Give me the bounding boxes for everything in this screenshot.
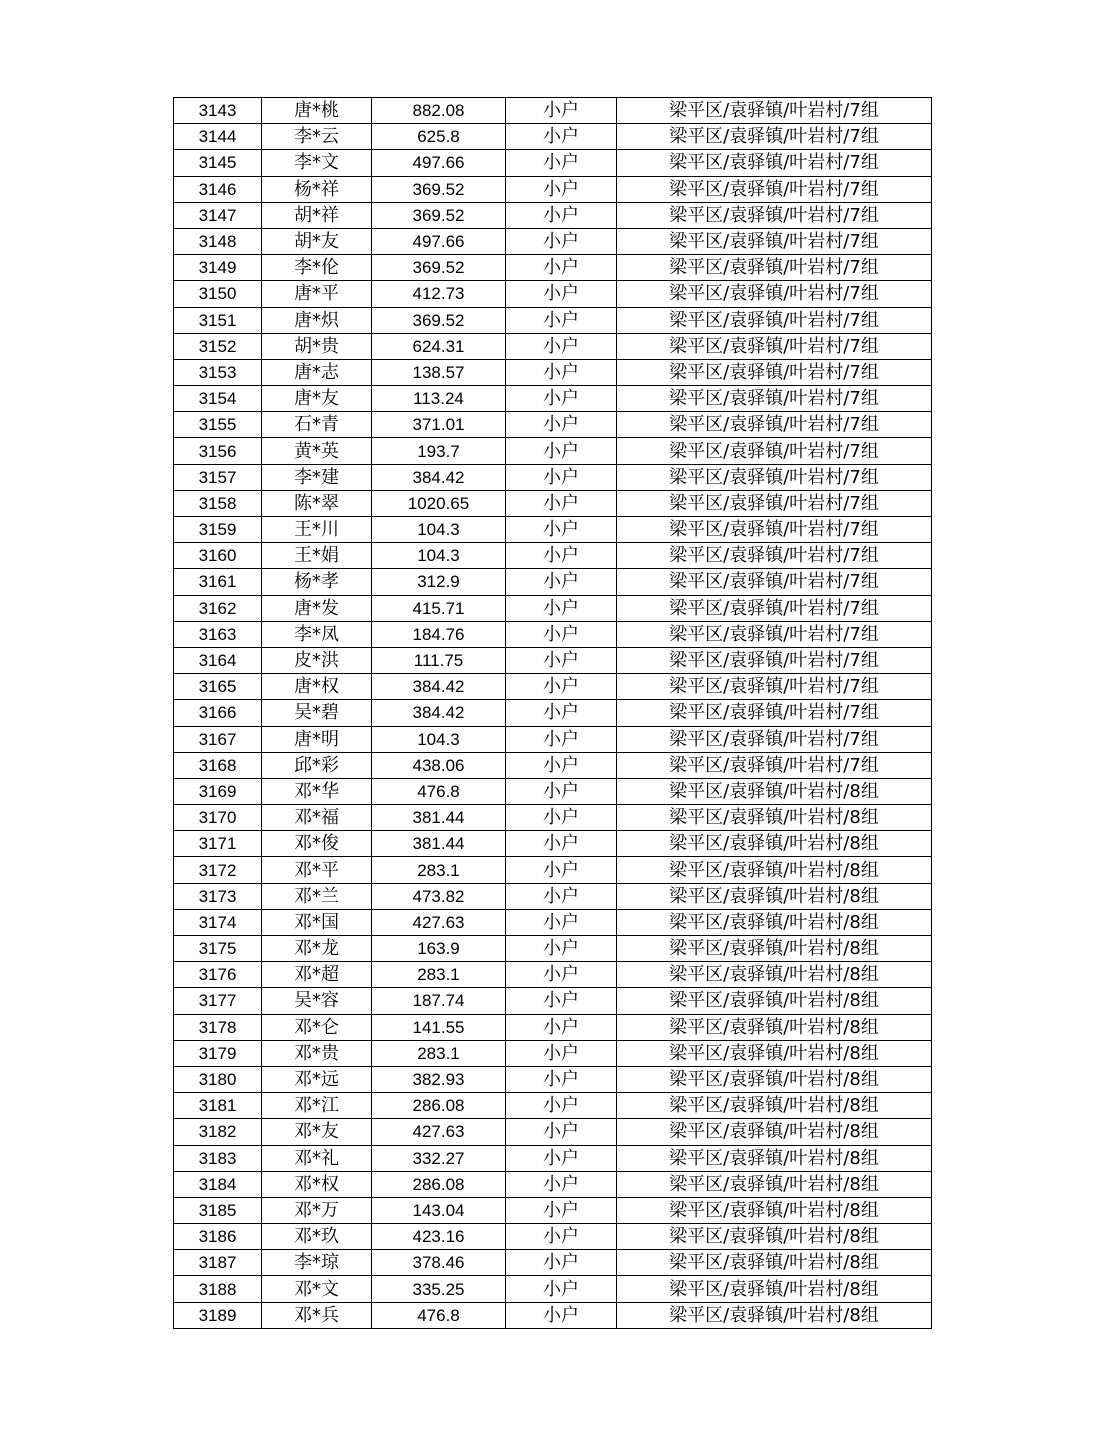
- row-id-cell: 3162: [174, 595, 262, 621]
- row-address-cell: 梁平区/袁驿镇/叶岩村/8组: [617, 1302, 932, 1328]
- row-amount-cell: 283.1: [372, 962, 506, 988]
- row-amount-cell: 163.9: [372, 936, 506, 962]
- row-id-cell: 3171: [174, 831, 262, 857]
- row-type-cell: 小户: [506, 674, 617, 700]
- table-row: [174, 359, 932, 385]
- row-type-cell: 小户: [506, 1119, 617, 1145]
- row-amount-cell: 381.44: [372, 831, 506, 857]
- table-row: [174, 1119, 932, 1145]
- row-id-cell: 3180: [174, 1066, 262, 1092]
- row-name-cell: 邓*平: [262, 857, 372, 883]
- row-name-cell: 邓*权: [262, 1171, 372, 1197]
- row-type-cell: 小户: [506, 464, 617, 490]
- row-name-cell: 吴*碧: [262, 700, 372, 726]
- row-amount-cell: 104.3: [372, 517, 506, 543]
- row-address-cell: 梁平区/袁驿镇/叶岩村/8组: [617, 1014, 932, 1040]
- row-id-cell: 3148: [174, 228, 262, 254]
- row-name-cell: 李*凤: [262, 621, 372, 647]
- row-type-cell: 小户: [506, 98, 617, 124]
- row-address-cell: 梁平区/袁驿镇/叶岩村/8组: [617, 778, 932, 804]
- row-type-cell: 小户: [506, 1197, 617, 1223]
- row-type-cell: 小户: [506, 543, 617, 569]
- table-row: [174, 988, 932, 1014]
- row-name-cell: 邓*玖: [262, 1224, 372, 1250]
- row-address-cell: 梁平区/袁驿镇/叶岩村/8组: [617, 1119, 932, 1145]
- row-type-cell: 小户: [506, 490, 617, 516]
- table-row: [174, 962, 932, 988]
- row-name-cell: 邓*远: [262, 1066, 372, 1092]
- row-id-cell: 3187: [174, 1250, 262, 1276]
- row-type-cell: 小户: [506, 1066, 617, 1092]
- table-row: [174, 176, 932, 202]
- table-row: [174, 124, 932, 150]
- row-address-cell: 梁平区/袁驿镇/叶岩村/8组: [617, 1224, 932, 1250]
- row-amount-cell: 412.73: [372, 281, 506, 307]
- row-id-cell: 3175: [174, 936, 262, 962]
- table-row: [174, 543, 932, 569]
- row-type-cell: 小户: [506, 412, 617, 438]
- row-id-cell: 3188: [174, 1276, 262, 1302]
- row-type-cell: 小户: [506, 124, 617, 150]
- table-row: [174, 700, 932, 726]
- row-amount-cell: 476.8: [372, 778, 506, 804]
- table-row: [174, 778, 932, 804]
- row-amount-cell: 111.75: [372, 647, 506, 673]
- row-type-cell: 小户: [506, 281, 617, 307]
- row-id-cell: 3170: [174, 805, 262, 831]
- row-amount-cell: 143.04: [372, 1197, 506, 1223]
- row-address-cell: 梁平区/袁驿镇/叶岩村/7组: [617, 202, 932, 228]
- row-type-cell: 小户: [506, 1040, 617, 1066]
- row-id-cell: 3165: [174, 674, 262, 700]
- row-name-cell: 李*文: [262, 150, 372, 176]
- row-id-cell: 3167: [174, 726, 262, 752]
- table-row: [174, 386, 932, 412]
- row-id-cell: 3182: [174, 1119, 262, 1145]
- row-id-cell: 3143: [174, 98, 262, 124]
- row-address-cell: 梁平区/袁驿镇/叶岩村/8组: [617, 1093, 932, 1119]
- table-row: [174, 1197, 932, 1223]
- row-name-cell: 唐*友: [262, 386, 372, 412]
- row-id-cell: 3172: [174, 857, 262, 883]
- table-row: [174, 936, 932, 962]
- row-name-cell: 邓*俊: [262, 831, 372, 857]
- table-row: [174, 1093, 932, 1119]
- row-id-cell: 3152: [174, 333, 262, 359]
- row-id-cell: 3178: [174, 1014, 262, 1040]
- row-type-cell: 小户: [506, 438, 617, 464]
- row-address-cell: 梁平区/袁驿镇/叶岩村/7组: [617, 281, 932, 307]
- row-name-cell: 唐*桃: [262, 98, 372, 124]
- table-row: [174, 228, 932, 254]
- row-address-cell: 梁平区/袁驿镇/叶岩村/7组: [617, 150, 932, 176]
- row-amount-cell: 625.8: [372, 124, 506, 150]
- row-amount-cell: 187.74: [372, 988, 506, 1014]
- row-address-cell: 梁平区/袁驿镇/叶岩村/8组: [617, 988, 932, 1014]
- table-row: [174, 621, 932, 647]
- row-name-cell: 胡*贵: [262, 333, 372, 359]
- row-amount-cell: 438.06: [372, 752, 506, 778]
- row-amount-cell: 332.27: [372, 1145, 506, 1171]
- row-amount-cell: 104.3: [372, 726, 506, 752]
- row-id-cell: 3146: [174, 176, 262, 202]
- row-amount-cell: 382.93: [372, 1066, 506, 1092]
- row-name-cell: 唐*志: [262, 359, 372, 385]
- row-type-cell: 小户: [506, 359, 617, 385]
- row-amount-cell: 371.01: [372, 412, 506, 438]
- row-amount-cell: 283.1: [372, 1040, 506, 1066]
- row-type-cell: 小户: [506, 1250, 617, 1276]
- row-type-cell: 小户: [506, 255, 617, 281]
- row-address-cell: 梁平区/袁驿镇/叶岩村/7组: [617, 255, 932, 281]
- row-type-cell: 小户: [506, 909, 617, 935]
- row-type-cell: 小户: [506, 1276, 617, 1302]
- row-id-cell: 3161: [174, 569, 262, 595]
- row-type-cell: 小户: [506, 857, 617, 883]
- row-type-cell: 小户: [506, 176, 617, 202]
- table-row: [174, 647, 932, 673]
- row-id-cell: 3164: [174, 647, 262, 673]
- row-address-cell: 梁平区/袁驿镇/叶岩村/8组: [617, 936, 932, 962]
- table-row: [174, 1014, 932, 1040]
- row-address-cell: 梁平区/袁驿镇/叶岩村/8组: [617, 909, 932, 935]
- row-id-cell: 3179: [174, 1040, 262, 1066]
- table-row: [174, 726, 932, 752]
- row-id-cell: 3185: [174, 1197, 262, 1223]
- table-row: [174, 909, 932, 935]
- table-row: [174, 202, 932, 228]
- row-name-cell: 邓*礼: [262, 1145, 372, 1171]
- table-row: [174, 1276, 932, 1302]
- row-amount-cell: 497.66: [372, 150, 506, 176]
- row-address-cell: 梁平区/袁驿镇/叶岩村/8组: [617, 1250, 932, 1276]
- row-name-cell: 唐*权: [262, 674, 372, 700]
- row-amount-cell: 141.55: [372, 1014, 506, 1040]
- row-name-cell: 邓*贵: [262, 1040, 372, 1066]
- row-amount-cell: 286.08: [372, 1171, 506, 1197]
- row-name-cell: 石*青: [262, 412, 372, 438]
- row-name-cell: 李*建: [262, 464, 372, 490]
- table-row: [174, 1171, 932, 1197]
- data-table: [173, 97, 932, 1329]
- row-name-cell: 邓*友: [262, 1119, 372, 1145]
- table-row: [174, 255, 932, 281]
- table-row: [174, 333, 932, 359]
- row-id-cell: 3160: [174, 543, 262, 569]
- row-address-cell: 梁平区/袁驿镇/叶岩村/8组: [617, 831, 932, 857]
- row-amount-cell: 882.08: [372, 98, 506, 124]
- table-row: [174, 490, 932, 516]
- row-address-cell: 梁平区/袁驿镇/叶岩村/7组: [617, 464, 932, 490]
- row-id-cell: 3184: [174, 1171, 262, 1197]
- row-address-cell: 梁平区/袁驿镇/叶岩村/7组: [617, 438, 932, 464]
- row-address-cell: 梁平区/袁驿镇/叶岩村/7组: [617, 517, 932, 543]
- row-name-cell: 陈*翠: [262, 490, 372, 516]
- row-name-cell: 邓*文: [262, 1276, 372, 1302]
- table-row: [174, 1145, 932, 1171]
- row-amount-cell: 335.25: [372, 1276, 506, 1302]
- row-id-cell: 3163: [174, 621, 262, 647]
- table-row: [174, 150, 932, 176]
- row-type-cell: 小户: [506, 752, 617, 778]
- row-id-cell: 3186: [174, 1224, 262, 1250]
- row-id-cell: 3177: [174, 988, 262, 1014]
- row-name-cell: 邱*彩: [262, 752, 372, 778]
- table-row: [174, 517, 932, 543]
- table-row: [174, 674, 932, 700]
- row-address-cell: 梁平区/袁驿镇/叶岩村/7组: [617, 412, 932, 438]
- row-type-cell: 小户: [506, 778, 617, 804]
- row-address-cell: 梁平区/袁驿镇/叶岩村/7组: [617, 333, 932, 359]
- row-id-cell: 3173: [174, 883, 262, 909]
- table-body: [174, 98, 932, 1329]
- row-amount-cell: 384.42: [372, 674, 506, 700]
- row-amount-cell: 283.1: [372, 857, 506, 883]
- row-amount-cell: 104.3: [372, 543, 506, 569]
- table-row: [174, 412, 932, 438]
- row-id-cell: 3159: [174, 517, 262, 543]
- row-amount-cell: 113.24: [372, 386, 506, 412]
- table-row: [174, 464, 932, 490]
- row-name-cell: 邓*龙: [262, 936, 372, 962]
- row-name-cell: 李*伦: [262, 255, 372, 281]
- row-address-cell: 梁平区/袁驿镇/叶岩村/7组: [617, 595, 932, 621]
- row-amount-cell: 312.9: [372, 569, 506, 595]
- row-amount-cell: 1020.65: [372, 490, 506, 516]
- row-id-cell: 3176: [174, 962, 262, 988]
- row-name-cell: 邓*福: [262, 805, 372, 831]
- row-amount-cell: 138.57: [372, 359, 506, 385]
- row-name-cell: 杨*孝: [262, 569, 372, 595]
- row-amount-cell: 369.52: [372, 202, 506, 228]
- row-id-cell: 3157: [174, 464, 262, 490]
- row-amount-cell: 427.63: [372, 1119, 506, 1145]
- row-address-cell: 梁平区/袁驿镇/叶岩村/8组: [617, 1145, 932, 1171]
- row-address-cell: 梁平区/袁驿镇/叶岩村/7组: [617, 124, 932, 150]
- row-name-cell: 邓*兵: [262, 1302, 372, 1328]
- row-amount-cell: 193.7: [372, 438, 506, 464]
- row-id-cell: 3147: [174, 202, 262, 228]
- row-type-cell: 小户: [506, 726, 617, 752]
- row-name-cell: 邓*超: [262, 962, 372, 988]
- row-id-cell: 3144: [174, 124, 262, 150]
- row-name-cell: 胡*祥: [262, 202, 372, 228]
- table-row: [174, 805, 932, 831]
- row-name-cell: 吴*容: [262, 988, 372, 1014]
- row-name-cell: 唐*明: [262, 726, 372, 752]
- table-row: [174, 1224, 932, 1250]
- row-address-cell: 梁平区/袁驿镇/叶岩村/7组: [617, 359, 932, 385]
- row-type-cell: 小户: [506, 569, 617, 595]
- table-row: [174, 595, 932, 621]
- row-type-cell: 小户: [506, 1224, 617, 1250]
- row-type-cell: 小户: [506, 805, 617, 831]
- table-row: [174, 857, 932, 883]
- table-row: [174, 569, 932, 595]
- row-amount-cell: 184.76: [372, 621, 506, 647]
- row-type-cell: 小户: [506, 1145, 617, 1171]
- row-name-cell: 王*娟: [262, 543, 372, 569]
- row-name-cell: 王*川: [262, 517, 372, 543]
- row-address-cell: 梁平区/袁驿镇/叶岩村/7组: [617, 228, 932, 254]
- row-address-cell: 梁平区/袁驿镇/叶岩村/7组: [617, 490, 932, 516]
- row-id-cell: 3189: [174, 1302, 262, 1328]
- row-type-cell: 小户: [506, 150, 617, 176]
- table-row: [174, 98, 932, 124]
- row-name-cell: 邓*华: [262, 778, 372, 804]
- row-id-cell: 3156: [174, 438, 262, 464]
- row-address-cell: 梁平区/袁驿镇/叶岩村/8组: [617, 883, 932, 909]
- row-amount-cell: 384.42: [372, 700, 506, 726]
- table-row: [174, 1066, 932, 1092]
- row-type-cell: 小户: [506, 1302, 617, 1328]
- row-type-cell: 小户: [506, 1171, 617, 1197]
- row-address-cell: 梁平区/袁驿镇/叶岩村/8组: [617, 857, 932, 883]
- row-amount-cell: 286.08: [372, 1093, 506, 1119]
- row-address-cell: 梁平区/袁驿镇/叶岩村/7组: [617, 621, 932, 647]
- row-address-cell: 梁平区/袁驿镇/叶岩村/7组: [617, 674, 932, 700]
- row-name-cell: 唐*平: [262, 281, 372, 307]
- row-type-cell: 小户: [506, 333, 617, 359]
- row-address-cell: 梁平区/袁驿镇/叶岩村/7组: [617, 647, 932, 673]
- row-id-cell: 3153: [174, 359, 262, 385]
- table-row: [174, 752, 932, 778]
- row-type-cell: 小户: [506, 700, 617, 726]
- row-address-cell: 梁平区/袁驿镇/叶岩村/8组: [617, 1040, 932, 1066]
- row-type-cell: 小户: [506, 228, 617, 254]
- row-id-cell: 3145: [174, 150, 262, 176]
- row-address-cell: 梁平区/袁驿镇/叶岩村/8组: [617, 805, 932, 831]
- row-type-cell: 小户: [506, 936, 617, 962]
- row-amount-cell: 384.42: [372, 464, 506, 490]
- row-amount-cell: 378.46: [372, 1250, 506, 1276]
- row-name-cell: 邓*国: [262, 909, 372, 935]
- row-type-cell: 小户: [506, 831, 617, 857]
- table-row: [174, 307, 932, 333]
- row-type-cell: 小户: [506, 647, 617, 673]
- row-name-cell: 唐*炽: [262, 307, 372, 333]
- row-address-cell: 梁平区/袁驿镇/叶岩村/8组: [617, 1197, 932, 1223]
- row-amount-cell: 476.8: [372, 1302, 506, 1328]
- row-name-cell: 黄*英: [262, 438, 372, 464]
- row-address-cell: 梁平区/袁驿镇/叶岩村/7组: [617, 98, 932, 124]
- row-name-cell: 邓*兰: [262, 883, 372, 909]
- row-name-cell: 杨*祥: [262, 176, 372, 202]
- row-name-cell: 李*琼: [262, 1250, 372, 1276]
- row-type-cell: 小户: [506, 595, 617, 621]
- row-id-cell: 3183: [174, 1145, 262, 1171]
- row-address-cell: 梁平区/袁驿镇/叶岩村/7组: [617, 176, 932, 202]
- row-id-cell: 3149: [174, 255, 262, 281]
- row-type-cell: 小户: [506, 1014, 617, 1040]
- table-row: [174, 1250, 932, 1276]
- row-address-cell: 梁平区/袁驿镇/叶岩村/7组: [617, 386, 932, 412]
- table-row: [174, 438, 932, 464]
- row-type-cell: 小户: [506, 517, 617, 543]
- row-type-cell: 小户: [506, 621, 617, 647]
- row-name-cell: 邓*仑: [262, 1014, 372, 1040]
- row-type-cell: 小户: [506, 307, 617, 333]
- row-name-cell: 皮*洪: [262, 647, 372, 673]
- row-address-cell: 梁平区/袁驿镇/叶岩村/8组: [617, 962, 932, 988]
- row-address-cell: 梁平区/袁驿镇/叶岩村/8组: [617, 1276, 932, 1302]
- row-amount-cell: 423.16: [372, 1224, 506, 1250]
- row-address-cell: 梁平区/袁驿镇/叶岩村/7组: [617, 700, 932, 726]
- row-amount-cell: 369.52: [372, 307, 506, 333]
- row-name-cell: 邓*江: [262, 1093, 372, 1119]
- table-row: [174, 281, 932, 307]
- row-id-cell: 3174: [174, 909, 262, 935]
- row-amount-cell: 381.44: [372, 805, 506, 831]
- row-name-cell: 邓*万: [262, 1197, 372, 1223]
- row-type-cell: 小户: [506, 386, 617, 412]
- row-amount-cell: 369.52: [372, 176, 506, 202]
- row-address-cell: 梁平区/袁驿镇/叶岩村/8组: [617, 1171, 932, 1197]
- row-id-cell: 3154: [174, 386, 262, 412]
- row-amount-cell: 369.52: [372, 255, 506, 281]
- row-amount-cell: 497.66: [372, 228, 506, 254]
- row-id-cell: 3168: [174, 752, 262, 778]
- table-row: [174, 883, 932, 909]
- row-type-cell: 小户: [506, 883, 617, 909]
- table-row: [174, 831, 932, 857]
- row-amount-cell: 415.71: [372, 595, 506, 621]
- row-address-cell: 梁平区/袁驿镇/叶岩村/7组: [617, 307, 932, 333]
- row-id-cell: 3155: [174, 412, 262, 438]
- row-id-cell: 3166: [174, 700, 262, 726]
- row-amount-cell: 473.82: [372, 883, 506, 909]
- row-type-cell: 小户: [506, 988, 617, 1014]
- row-name-cell: 唐*发: [262, 595, 372, 621]
- row-type-cell: 小户: [506, 202, 617, 228]
- row-id-cell: 3151: [174, 307, 262, 333]
- table-row: [174, 1302, 932, 1328]
- row-address-cell: 梁平区/袁驿镇/叶岩村/7组: [617, 752, 932, 778]
- row-id-cell: 3181: [174, 1093, 262, 1119]
- row-address-cell: 梁平区/袁驿镇/叶岩村/7组: [617, 569, 932, 595]
- row-type-cell: 小户: [506, 962, 617, 988]
- row-amount-cell: 427.63: [372, 909, 506, 935]
- table-row: [174, 1040, 932, 1066]
- row-type-cell: 小户: [506, 1093, 617, 1119]
- row-address-cell: 梁平区/袁驿镇/叶岩村/8组: [617, 1066, 932, 1092]
- row-id-cell: 3158: [174, 490, 262, 516]
- row-amount-cell: 624.31: [372, 333, 506, 359]
- row-name-cell: 李*云: [262, 124, 372, 150]
- row-address-cell: 梁平区/袁驿镇/叶岩村/7组: [617, 543, 932, 569]
- row-name-cell: 胡*友: [262, 228, 372, 254]
- row-address-cell: 梁平区/袁驿镇/叶岩村/7组: [617, 726, 932, 752]
- row-id-cell: 3150: [174, 281, 262, 307]
- row-id-cell: 3169: [174, 778, 262, 804]
